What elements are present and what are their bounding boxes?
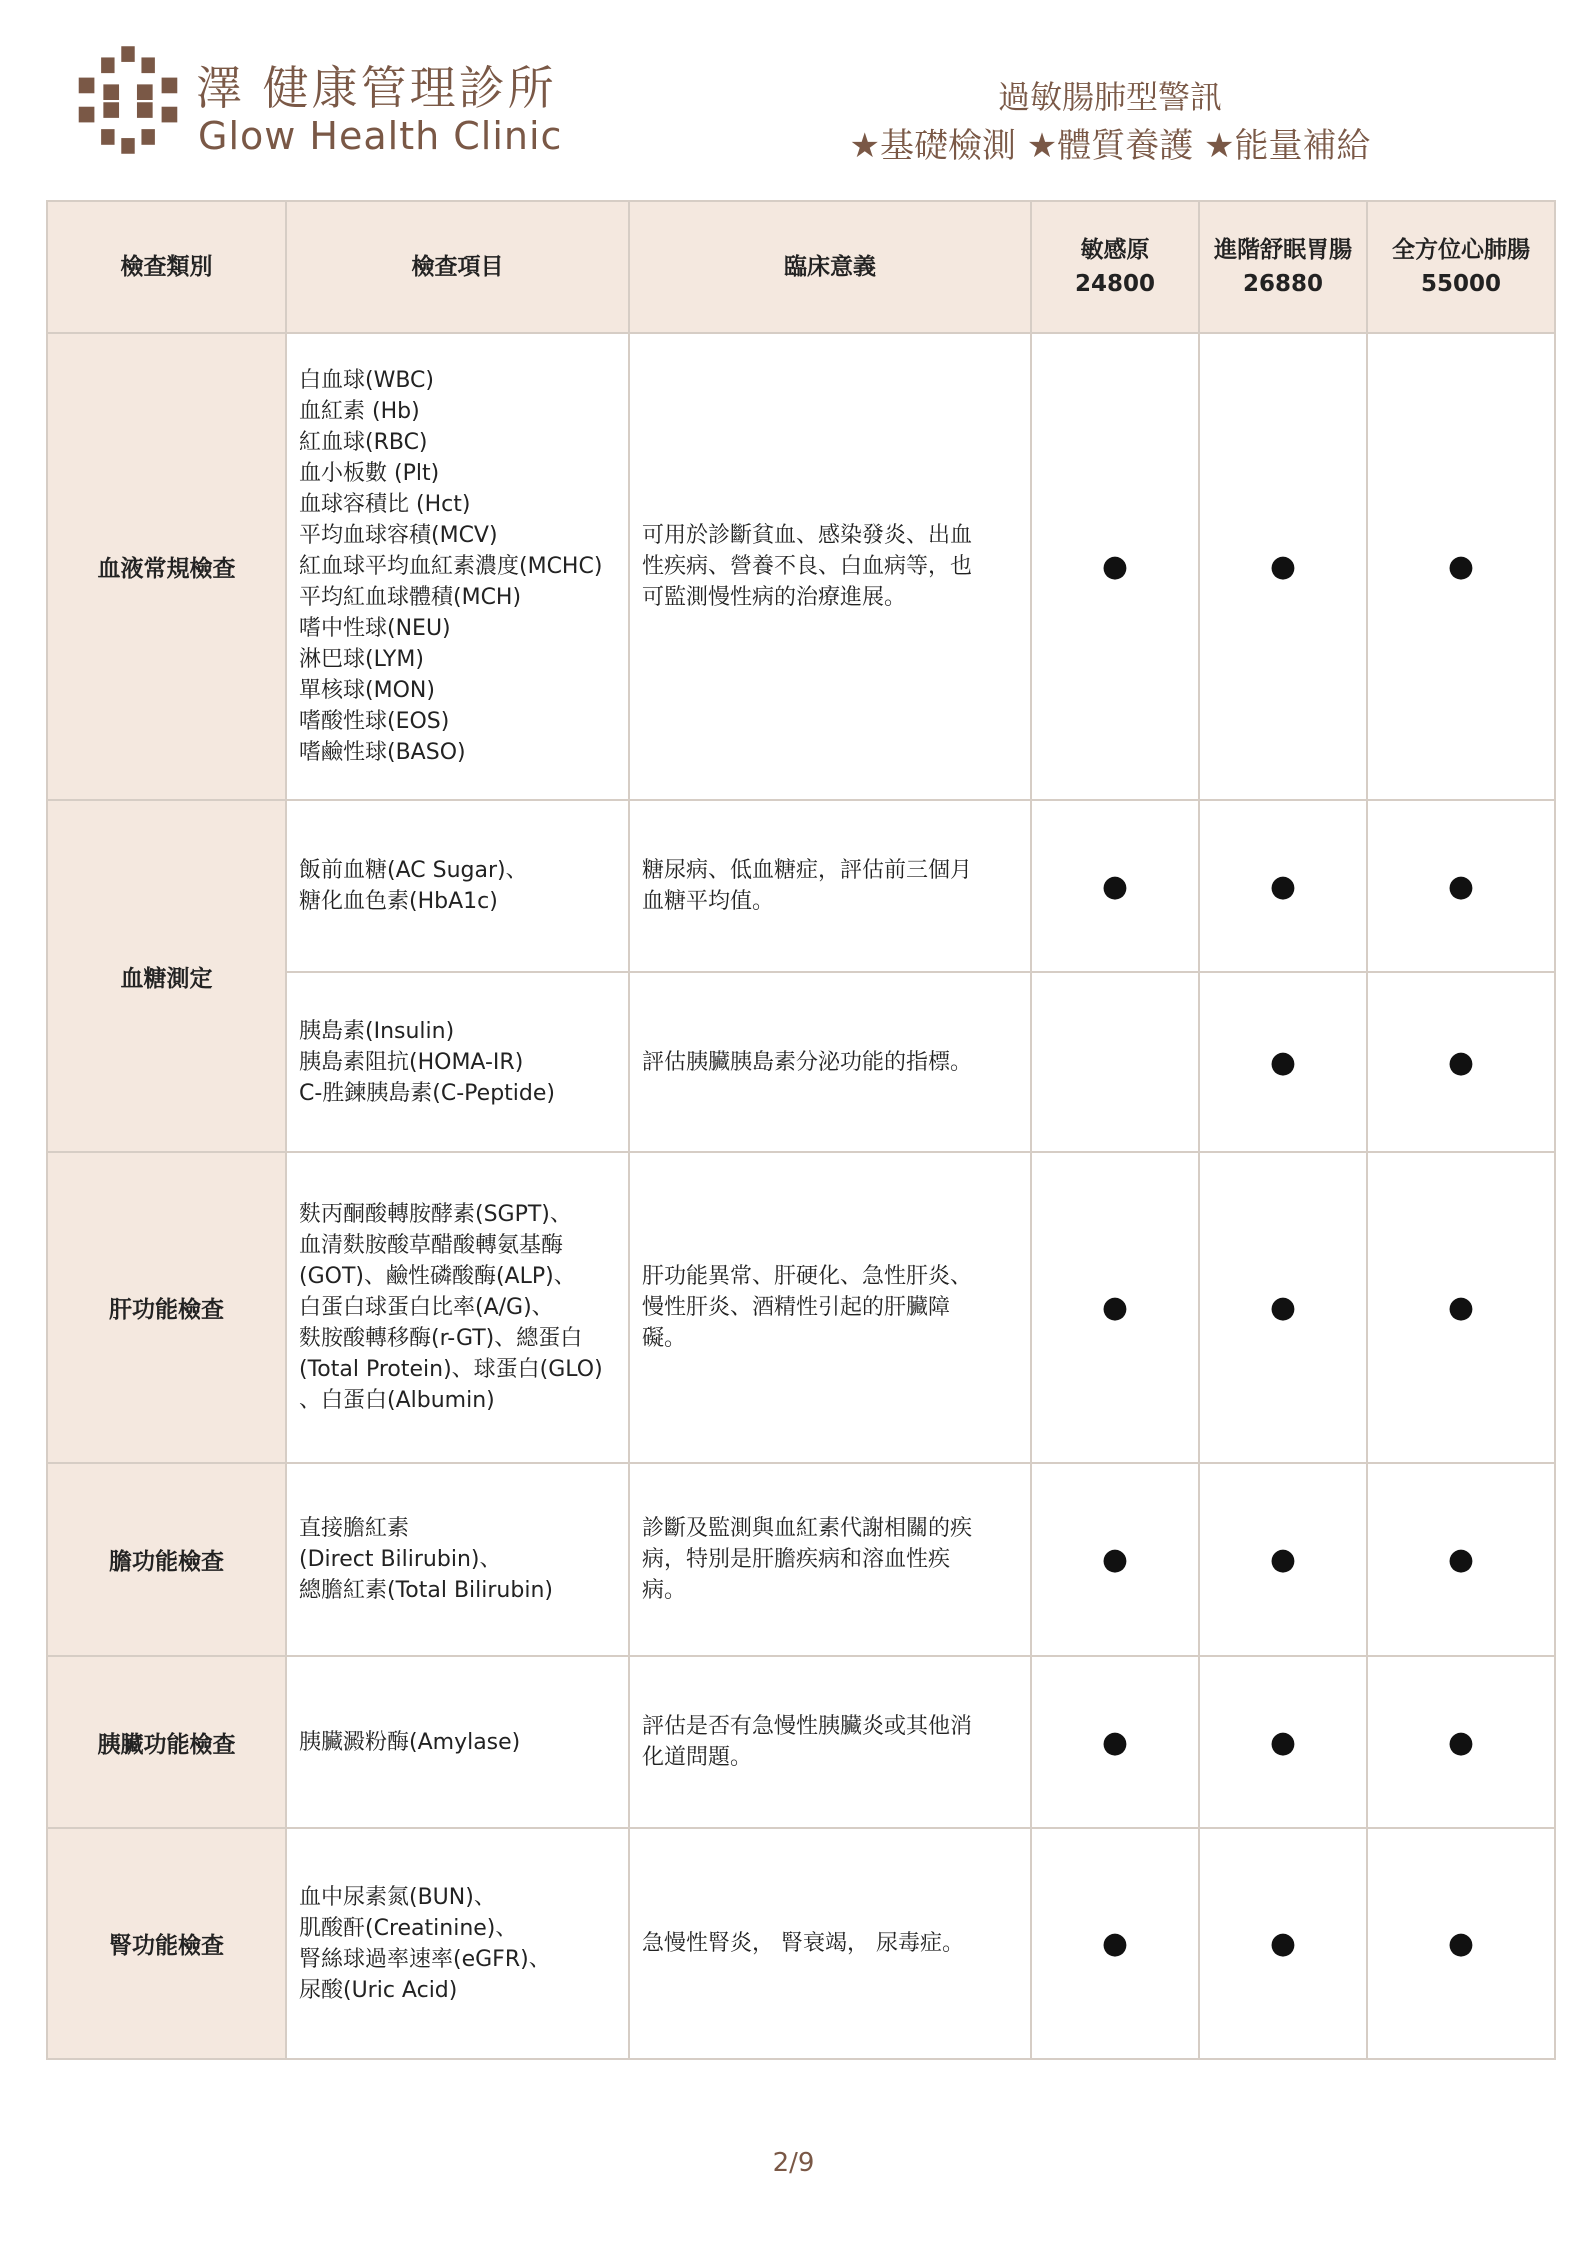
- items-cell: [286, 800, 629, 972]
- included-dot-icon: ●: [1269, 1724, 1297, 1760]
- items-cell: [286, 1152, 629, 1463]
- exam-item: 胰臟澱粉酶(Amylase): [299, 1729, 521, 1755]
- exam-item: 平均紅血球體積(MCH): [299, 585, 522, 610]
- exam-item: 、白蛋白(Albumin): [299, 1388, 495, 1413]
- exam-item: 胰島素(Insulin): [299, 1018, 455, 1044]
- meaning-line: 性疾病、營養不良、白血病等，也: [642, 554, 973, 579]
- exam-item: (Total Protein)、球蛋白(GLO): [299, 1357, 603, 1382]
- meaning-line: 可監測慢性病的治療進展。: [642, 585, 907, 610]
- plan-2-cell: [1199, 1828, 1367, 2059]
- table-row: [47, 1152, 1555, 1463]
- plan-subtitle: ★基礎檢測 ★體質養護 ★能量補給: [849, 126, 1371, 166]
- exam-item: 尿酸(Uric Acid): [299, 1977, 458, 2003]
- plan-3-cell: [1367, 800, 1555, 972]
- exam-item: 總膽紅素(Total Bilirubin): [299, 1578, 553, 1603]
- header-plan-1: [1031, 201, 1199, 333]
- included-dot-icon: ●: [1269, 1926, 1297, 1961]
- plan-2-cell: [1199, 800, 1367, 972]
- table-header-row: [47, 201, 1555, 333]
- meaning-line: 血糖平均值。: [642, 889, 775, 914]
- included-dot-icon: ●: [1101, 1290, 1129, 1325]
- meaning-line: 礙。: [642, 1326, 687, 1351]
- included-dot-icon: ●: [1101, 1724, 1129, 1760]
- included-dot-icon: ●: [1447, 549, 1475, 584]
- table-row: [47, 333, 1555, 800]
- exam-item: 腎絲球過率速率(eGFR)、: [299, 1946, 551, 1972]
- included-dot-icon: ●: [1447, 1926, 1475, 1961]
- plan-2-cell: [1199, 972, 1367, 1152]
- items-cell: [286, 972, 629, 1152]
- exam-item: 淋巴球(LYM): [299, 647, 424, 672]
- plan-2-cell: [1199, 1463, 1367, 1656]
- plan-3-cell: [1367, 1152, 1555, 1463]
- category-cell: 膽功能檢查: [47, 1463, 286, 1656]
- exam-item: 單核球(MON): [299, 678, 435, 703]
- included-dot-icon: ●: [1101, 1542, 1129, 1577]
- category-cell: 血糖測定: [47, 800, 286, 1152]
- header-category: 檢查類別: [47, 201, 286, 333]
- included-dot-icon: ●: [1447, 1044, 1475, 1080]
- plan-2-cell: [1199, 1656, 1367, 1828]
- header-item: 檢查項目: [286, 201, 629, 333]
- exam-table: [46, 200, 1556, 2060]
- meaning-cell: [629, 1463, 1031, 1656]
- meaning-line: 可用於診斷貧血、感染發炎、出血: [642, 523, 973, 548]
- items-cell: [286, 1828, 629, 2059]
- plan-1-cell: [1031, 1656, 1199, 1828]
- exam-item: (Direct Bilirubin)、: [299, 1547, 502, 1572]
- exam-item: 嗜鹼性球(BASO): [299, 740, 466, 765]
- items-cell: [286, 1463, 629, 1656]
- meaning-line: 評估胰臟胰島素分泌功能的指標。: [642, 1049, 973, 1075]
- exam-item: 麩胺酸轉移酶(r-GT)、總蛋白: [299, 1326, 583, 1351]
- plan-3-cell: [1367, 1828, 1555, 2059]
- exam-item: 白血球(WBC): [299, 368, 434, 393]
- exam-item: 嗜酸性球(EOS): [299, 709, 450, 734]
- table-row: [47, 1656, 1555, 1828]
- meaning-line: 糖尿病、低血糖症，評估前三個月: [642, 858, 973, 883]
- included-dot-icon: ●: [1269, 1542, 1297, 1577]
- meaning-cell: [629, 972, 1031, 1152]
- included-dot-icon: ●: [1447, 1290, 1475, 1325]
- meaning-cell: [629, 1828, 1031, 2059]
- exam-item: 麩丙酮酸轉胺酵素(SGPT)、: [299, 1202, 572, 1227]
- table-row: [47, 800, 1555, 972]
- plan-price: 26880: [1242, 271, 1324, 297]
- clinic-name-cn: 澤 健康管理診所: [196, 61, 557, 115]
- items-cell: [286, 1656, 629, 1828]
- included-dot-icon: ●: [1269, 1290, 1297, 1325]
- exam-item: (GOT)、鹼性磷酸酶(ALP)、: [299, 1264, 576, 1289]
- plan-1-cell: [1031, 333, 1199, 800]
- meaning-line: 評估是否有急慢性胰臟炎或其他消: [642, 1714, 973, 1739]
- table-row: [47, 1463, 1555, 1656]
- meaning-line: 急慢性腎炎， 腎衰竭， 尿毒症。: [642, 1931, 964, 1956]
- plan-2-cell: [1199, 333, 1367, 800]
- exam-item: 嗜中性球(NEU): [299, 616, 451, 641]
- meaning-line: 診斷及監測與血紅素代謝相關的疾: [642, 1516, 973, 1541]
- exam-item: 血中尿素氮(BUN)、: [299, 1884, 496, 1910]
- plan-1-cell: [1031, 1152, 1199, 1463]
- included-dot-icon: ●: [1447, 1542, 1475, 1577]
- exam-table-body: [47, 333, 1555, 2059]
- plan-1-cell: [1031, 972, 1199, 1152]
- meaning-cell: [629, 1152, 1031, 1463]
- header-plan-3: [1367, 201, 1555, 333]
- exam-item: 平均血球容積(MCV): [299, 523, 498, 548]
- exam-item: C-胜鍊胰島素(C-Peptide): [299, 1080, 555, 1106]
- included-dot-icon: ●: [1101, 549, 1129, 584]
- included-dot-icon: ●: [1101, 868, 1129, 904]
- exam-item: 血紅素 (Hb): [299, 399, 420, 424]
- included-dot-icon: ●: [1447, 868, 1475, 904]
- plan-3-cell: [1367, 972, 1555, 1152]
- exam-item: 飯前血糖(AC Sugar)、: [299, 858, 528, 883]
- meaning-cell: [629, 800, 1031, 972]
- meaning-cell: [629, 333, 1031, 800]
- plan-name: 敏感原: [1080, 237, 1150, 263]
- plan-3-cell: [1367, 1463, 1555, 1656]
- meaning-line: 化道問題。: [642, 1745, 753, 1770]
- plan-3-cell: [1367, 333, 1555, 800]
- clinic-logo-icon: [72, 44, 184, 156]
- meaning-line: 慢性肝炎、酒精性引起的肝臟障: [642, 1295, 951, 1320]
- table-row: [47, 1828, 1555, 2059]
- included-dot-icon: ●: [1101, 1926, 1129, 1961]
- plan-1-cell: [1031, 800, 1199, 972]
- exam-item: 紅血球平均血紅素濃度(MCHC): [299, 554, 603, 579]
- exam-item: 胰島素阻抗(HOMA-IR): [299, 1049, 524, 1075]
- plan-price: 24800: [1074, 271, 1156, 297]
- meaning-line: 病。: [642, 1578, 687, 1603]
- category-cell: 血液常規檢查: [47, 333, 286, 800]
- plan-2-cell: [1199, 1152, 1367, 1463]
- header-meaning: 臨床意義: [629, 201, 1031, 333]
- exam-item: 直接膽紅素: [299, 1516, 410, 1541]
- plan-price: 55000: [1420, 271, 1502, 297]
- included-dot-icon: ●: [1269, 868, 1297, 904]
- exam-item: 紅血球(RBC): [299, 430, 428, 455]
- category-cell: 肝功能檢查: [47, 1152, 286, 1463]
- included-dot-icon: ●: [1269, 549, 1297, 584]
- category-cell: 胰臟功能檢查: [47, 1656, 286, 1828]
- plan-3-cell: [1367, 1656, 1555, 1828]
- category-cell: 腎功能檢查: [47, 1828, 286, 2059]
- plan-1-cell: [1031, 1463, 1199, 1656]
- meaning-line: 肝功能異常、肝硬化、急性肝炎、: [642, 1264, 973, 1289]
- meaning-line: 病，特別是肝膽疾病和溶血性疾: [642, 1547, 951, 1572]
- clinic-name-en: Glow Health Clinic: [198, 114, 563, 158]
- exam-item: 血小板數 (Plt): [299, 461, 440, 486]
- exam-item: 血球容積比 (Hct): [299, 492, 471, 517]
- header-plan-2: [1199, 201, 1367, 333]
- included-dot-icon: ●: [1447, 1724, 1475, 1760]
- plan-name: 進階舒眠胃腸: [1214, 237, 1352, 263]
- plan-title: 過敏腸肺型警訊: [997, 78, 1222, 116]
- plan-name: 全方位心肺腸: [1392, 237, 1530, 263]
- plan-1-cell: [1031, 1828, 1199, 2059]
- page-number: 2/9: [772, 2148, 815, 2178]
- meaning-cell: [629, 1656, 1031, 1828]
- exam-item: 肌酸酐(Creatinine)、: [299, 1915, 518, 1941]
- exam-item: 血清麩胺酸草醋酸轉氨基酶: [299, 1233, 564, 1258]
- items-cell: [286, 333, 629, 800]
- included-dot-icon: ●: [1269, 1044, 1297, 1080]
- page-header: [0, 0, 1587, 200]
- exam-item: 糖化血色素(HbA1c): [299, 889, 498, 914]
- exam-item: 白蛋白球蛋白比率(A/G)、: [299, 1295, 554, 1320]
